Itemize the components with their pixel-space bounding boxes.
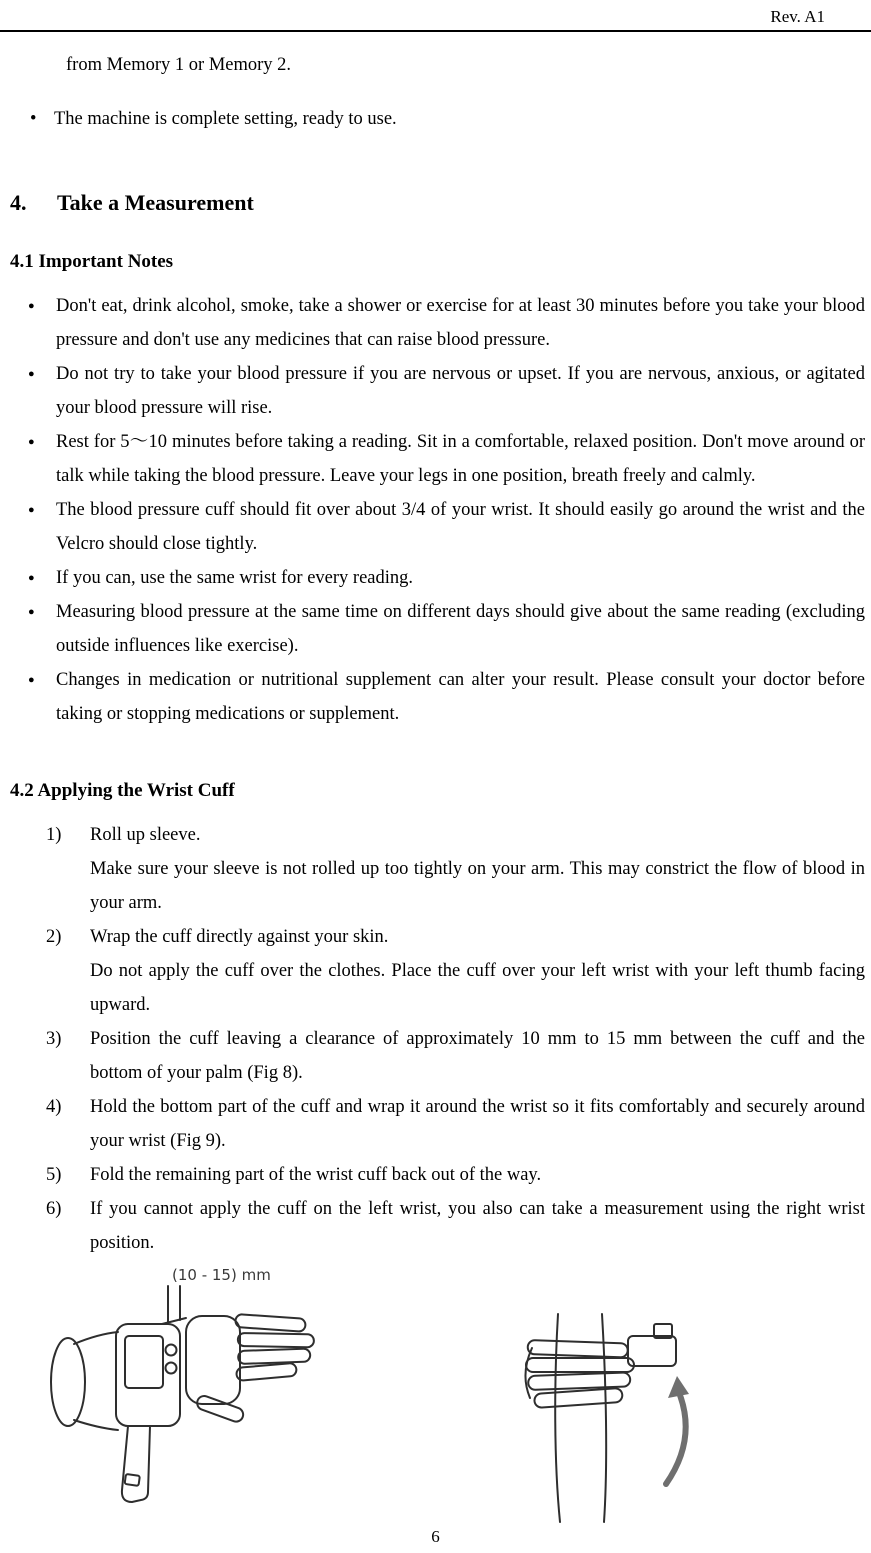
bullet-icon: ● [28, 300, 35, 312]
step-detail: Make sure your sleeve is not rolled up too tightly on your arm. This may constrict the flow of blood in your arm. [90, 859, 865, 913]
step-number: 2) [46, 927, 62, 947]
note-text: The blood pressure cuff should fit over about 3/4 of your wrist. It should easily go around the wrist and the Velcro should close tightly. [56, 500, 865, 554]
step-detail: Do not apply the cuff over the clothes. Place the cuff over your left wrist with your left thumb facing upward. [90, 961, 865, 1015]
list-item [46, 1022, 865, 1090]
step-body [90, 818, 865, 920]
subsection-heading-important-notes: 4.1 Important Notes [10, 251, 174, 272]
section-title: Take a Measurement [57, 190, 254, 215]
continuation-text: from Memory 1 or Memory 2. [66, 55, 292, 75]
step-text: Fold the remaining part of the wrist cuff back out of the way. [90, 1165, 542, 1185]
note-text: Changes in medication or nutritional supplement can alter your result. Please consult your doctor before taking or stopping medications or supplement. [56, 670, 865, 724]
step-body [90, 1158, 865, 1192]
bullet-icon: ● [28, 674, 35, 686]
step-text: Hold the bottom part of the cuff and wrap it around the wrist so it fits comfortably and securely around your wrist (Fig 9). [90, 1097, 865, 1151]
note-text: Do not try to take your blood pressure if you are nervous or upset. If you are nervous, anxious, or agitated your blood pressure will rise. [56, 364, 865, 418]
fig9-wrap-illustration [516, 1312, 711, 1524]
cuff-strap [122, 1426, 150, 1502]
step-number: 4) [46, 1097, 62, 1117]
header-rule [0, 30, 871, 32]
step-number: 5) [46, 1165, 62, 1185]
revision-label: Rev. A1 [770, 7, 825, 26]
list-item [28, 289, 865, 357]
bullet-icon: ● [28, 572, 35, 584]
dimension-leader [162, 1286, 186, 1324]
list-item [46, 920, 865, 1022]
note-text: Rest for 5～10 minutes before taking a reading. Sit in a comfortable, relaxed position. Don't move around or talk while taking the blood pressure. Leave your legs in one position, breath freely and calmly. [56, 432, 865, 486]
dimension-label: (10 - 15) mm [172, 1266, 271, 1284]
list-item [28, 595, 865, 663]
monitor-on-wrist [628, 1324, 676, 1366]
list-item [46, 818, 865, 920]
step-text: Position the cuff leaving a clearance of approximately 10 mm to 15 mm between the cuff and the bottom of your palm (Fig 8). [90, 1029, 865, 1083]
step-body [90, 1090, 865, 1158]
important-notes-list [10, 289, 865, 731]
step-number: 3) [46, 1029, 62, 1049]
list-item [28, 663, 865, 731]
section-number: 4. [10, 190, 27, 215]
step-body [90, 1022, 865, 1090]
step-body [90, 1192, 865, 1260]
page-content [0, 48, 871, 1524]
section-heading [10, 188, 865, 218]
direction-arrow [666, 1376, 689, 1484]
fig8-wrist-cuff-illustration [38, 1264, 318, 1516]
bullet-icon: ● [28, 504, 35, 516]
step-text: If you cannot apply the cuff on the left wrist, you also can take a measurement using the right wrist position. [90, 1199, 865, 1253]
page-header [0, 0, 871, 30]
list-item [46, 1192, 865, 1260]
list-item [46, 1090, 865, 1158]
list-item [46, 1158, 865, 1192]
forearm [555, 1314, 606, 1522]
note-text: If you can, use the same wrist for every reading. [56, 568, 414, 588]
step-text: Wrap the cuff directly against your skin. [90, 927, 389, 947]
cuff-ring [51, 1332, 118, 1430]
bullet-icon: ● [28, 368, 35, 380]
bullet-icon: ● [28, 606, 35, 618]
step-number: 1) [46, 825, 62, 845]
intro-bullet-text: The machine is complete setting, ready to use. [54, 109, 397, 129]
intro-bullet-item [30, 102, 865, 136]
open-hand [186, 1314, 314, 1424]
list-item [28, 493, 865, 561]
monitor-device [116, 1324, 180, 1426]
subsection-heading-applying-cuff: 4.2 Applying the Wrist Cuff [10, 780, 235, 801]
note-text: Don't eat, drink alcohol, smoke, take a shower or exercise for at least 30 minutes before you take your blood pressure and don't use any medicines that can raise blood pressure. [56, 296, 865, 350]
figures-row [38, 1264, 865, 1524]
list-item [28, 357, 865, 425]
step-body [90, 920, 865, 1022]
wrapping-hand [525, 1340, 634, 1408]
page-number: 6 [431, 1527, 440, 1546]
applying-steps-list [10, 818, 865, 1260]
bullet-icon: ● [28, 436, 35, 448]
step-text: Roll up sleeve. [90, 825, 201, 845]
list-item [28, 561, 865, 595]
step-number: 6) [46, 1199, 62, 1219]
list-item [28, 425, 865, 493]
note-text: Measuring blood pressure at the same time on different days should give about the same reading (excluding outside influences like exercise). [56, 602, 865, 656]
bullet-icon: • [30, 109, 37, 129]
